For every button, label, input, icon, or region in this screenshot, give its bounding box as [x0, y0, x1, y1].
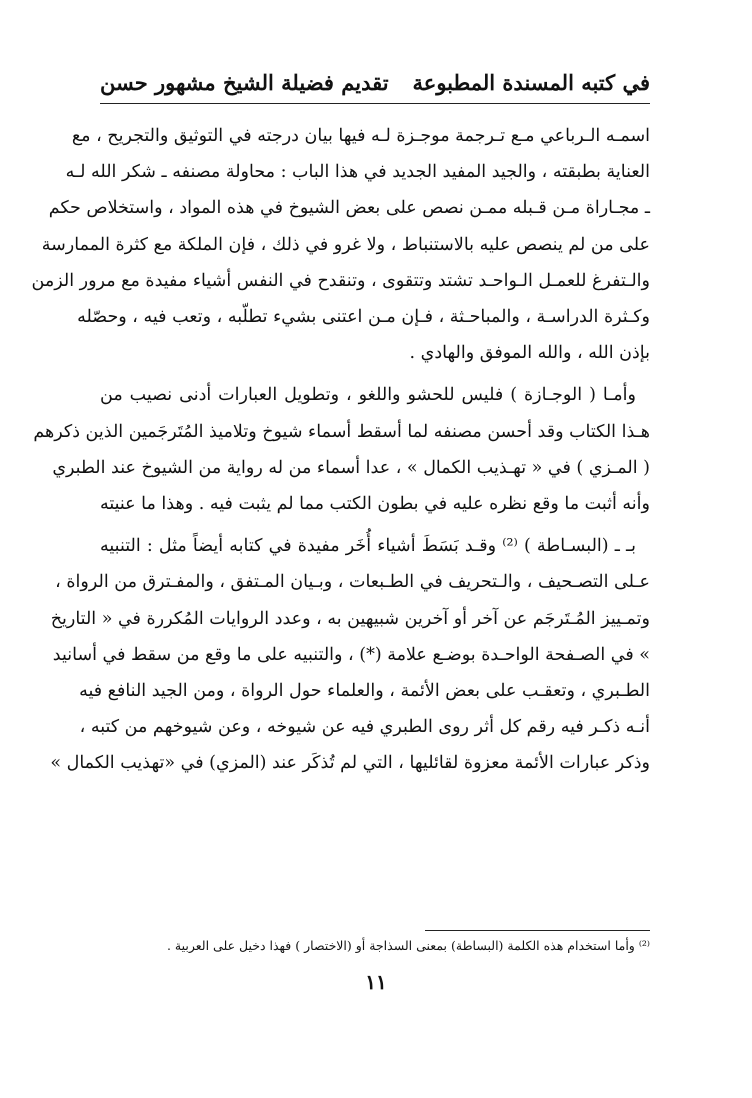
- footnote-text: وأما استخدام هذه الكلمة (البساطة) بمعنى السذاجة أو (الاختصار ) فهذا دخيل على العربية .: [166, 938, 635, 953]
- text-line: ـ مجـاراة مـن قـبله ممـن نصص على بعض الشيوخ في هذه المواد ، واستخلاص حكم: [48, 198, 650, 219]
- text-line: عـلى التصـحيف ، والـتحريف في الطـبعات ، وبـيان المـتفق ، والمفـترق من الرواة ،: [55, 572, 650, 593]
- text-line: بإذن الله ، والله الموفق والهادي .: [409, 343, 650, 364]
- text-line: ( المـزي ) في « تهـذيب الكمال » ، عدا أسماء من له رواية من الشيوخ عند الطبري: [52, 457, 650, 478]
- header-rule: [100, 103, 650, 104]
- text-line: وكـثرة الدراسـة ، والمباحـثة ، فـإن مـن اعتنى بشيء تطلّبه ، وتعب فيه ، وحصّله: [77, 307, 650, 328]
- text-line: الطـبري ، وتعقـب على بعض الأئمة ، والعلماء حول الرواة ، ومن الجيد النافع فيه: [79, 681, 650, 702]
- header-book-title: في كتبه المسندة المطبوعة: [412, 70, 650, 95]
- text-line: والـتفرغ للعمـل الـواحـد تشتد وتتقوى ، وتنقدح في النفس أشياء مفيدة مع مرور الزمن: [31, 270, 650, 291]
- text-line: وأنه أثبت ما وقع نظره عليه في بطون الكتب مما لم يثبت فيه . وهذا ما عنيته: [99, 494, 650, 515]
- body-text: [31, 118, 650, 788]
- text-line: العناية بطبقته ، والجيد المفيد الجديد في هذا الباب : محاولة مصنفه ـ شكر الله لـه: [65, 162, 650, 183]
- header-section-title: تقديم فضيلة الشيخ مشهور حسن: [100, 70, 389, 95]
- footnote-marker: ⁽²⁾: [638, 938, 650, 953]
- text-line: اسمـه الـرباعي مـع تـرجمة موجـزة لـه فيها بيان درجته في التوثيق والتجريح ، مع: [71, 126, 650, 146]
- paragraph-1: [31, 118, 650, 371]
- paragraph-2: [33, 377, 650, 522]
- text-line: هـذا الكتاب وقد أحسن مصنفه لما أسقط أسماء شيوخ وتلاميذ المُتَرجَمين الذين ذكرهم: [33, 421, 650, 442]
- text-line: وأمـا ( الوجـازة ) فليس للحشو واللغو ، وتطويل العبارات أدنى نصيب من: [100, 385, 636, 406]
- running-header: [100, 70, 650, 104]
- text-line: على من لم ينصص عليه بالاستنباط ، ولا غرو في ذلك ، فإن الملكة مع كثرة الممارسة: [41, 234, 650, 255]
- footnote-rule: [425, 930, 650, 931]
- text-line: وذكر عبارات الأئمة معزوة لقائليها ، التي لم تُذكَر عند (المزي) في «تهذيب الكمال »: [50, 753, 650, 774]
- text-line: وتمـييز المُـتَرجَم عن آخر أو آخرين شبيهين به ، وعدد الروايات المُكررة في « التاريخ: [50, 608, 650, 629]
- text-line: أنـه ذكـر فيه رقم كل أثر روى الطبري فيه عن شيوخه ، وعن شيوخهم من كتبه ،: [79, 717, 650, 738]
- text-line: » في الصـفحة الواحـدة بوضـع علامة (*) ، والتنبيه على ما وقع من سقط في أسانيد: [52, 644, 650, 665]
- paragraph-3: [50, 528, 650, 781]
- text-line: بـ ـ (البسـاطة ) ⁽²⁾ وقـد بَسَطَ أشياء أُخَر مفيدة في كتابه أيضاً مثل : التنبيه: [100, 536, 636, 557]
- page-number: ١١: [365, 970, 387, 994]
- footnote: [100, 938, 650, 953]
